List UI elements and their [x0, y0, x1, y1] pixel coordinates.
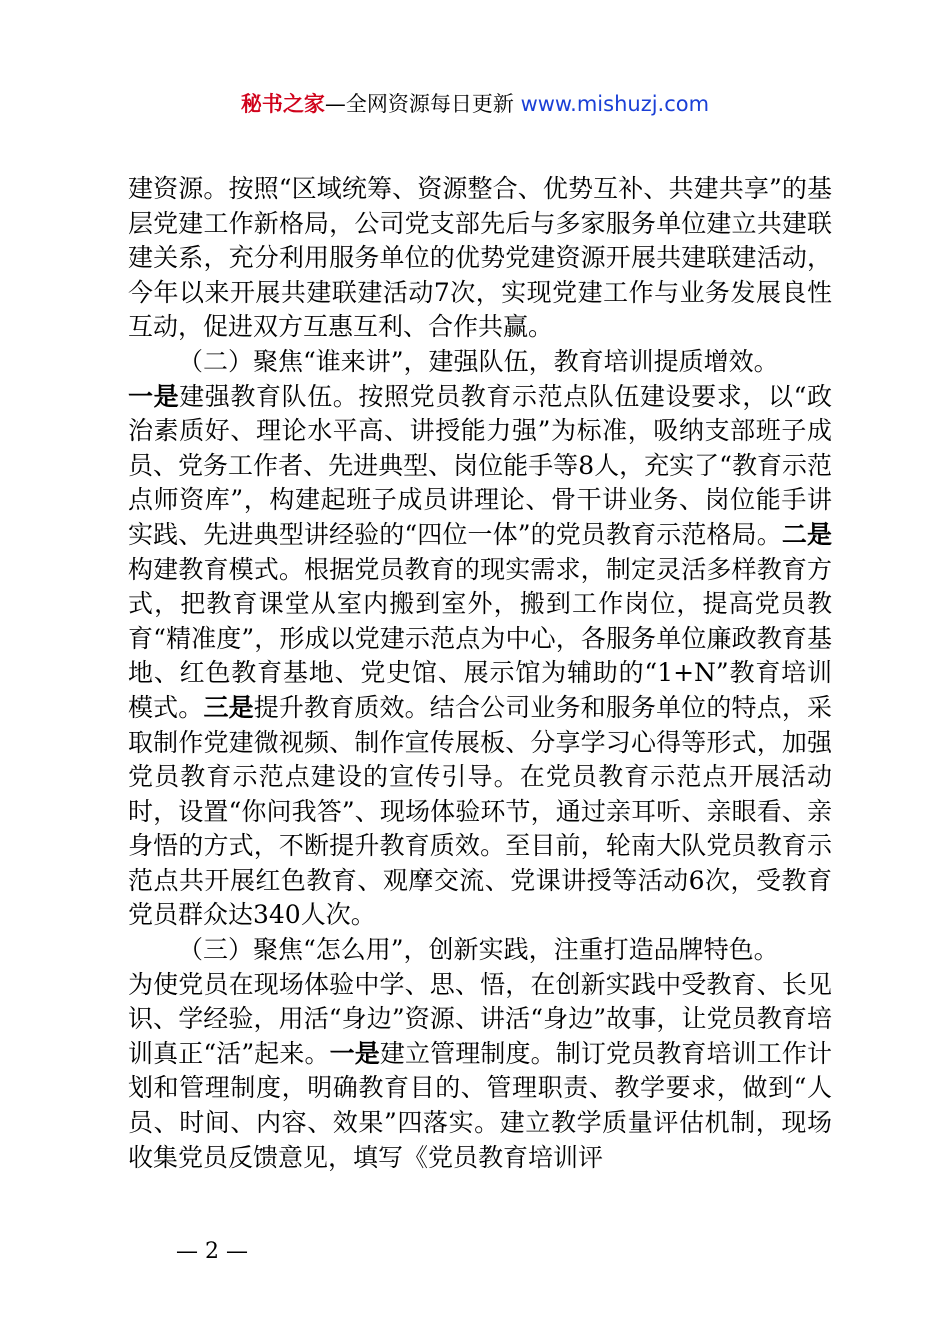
- section-three-heading: （三）聚焦“怎么用”，创新实践，注重打造品牌特色。: [178, 935, 779, 965]
- section-three-body: [128, 968, 832, 1176]
- paragraph-continuation: [128, 172, 832, 345]
- section-three-intro: 为使党员在现场体验中学、思、悟，在创新实践中受教育、长见识、学经验，用活“身边”资源、讲活“身边”故事，让党员教育培训真正“活”起来。: [128, 969, 832, 1068]
- paragraph-text: 建资源。按照“区域统筹、资源整合、优势互补、共建共享”的基层党建工作新格局，公司党支部先后与多家服务单位建立共建联建关系，充分利用服务单位的优势党建资源开展共建联建活动，今年以来开展共建联建活动7次，实现党建工作与业务发展良性互动，促进双方互惠互利、合作共赢。: [128, 174, 832, 342]
- point-one-text: 建强教育队伍。按照党员教育示范点队伍建设要求，以“政治素质好、理论水平高、讲授能力强”为标准，吸纳支部班子成员、党务工作者、先进典型、岗位能手等8人，充实了“教育示范点师资库”，构建起班子成员讲理论、骨干讲业务、岗位能手讲实践、先进典型讲经验的“四位一体”的党员教育示范格局。: [128, 381, 832, 549]
- document-body: [128, 172, 832, 1175]
- header-slogan: —全网资源每日更新: [324, 92, 521, 116]
- site-header: [0, 88, 950, 120]
- section-two-heading: （二）聚焦“谁来讲”，建强队伍，教育培训提质增效。: [178, 346, 779, 376]
- section-two-body: [128, 380, 832, 934]
- site-url-link[interactable]: www.mishuzj.com: [520, 92, 710, 116]
- point-two-label: 二是: [781, 519, 832, 549]
- section-three-point-one-text: 建立管理制度。制订党员教育培训工作计划和管理制度，明确教育目的、管理职责、教学要求，做到“人员、时间、内容、效果”四落实。建立教学质量评估机制，现场收集党员反馈意见，填写《党员教育培训评: [128, 1038, 832, 1172]
- page-number: — 2 —: [176, 1239, 248, 1264]
- point-one-label: 一是: [128, 381, 180, 411]
- point-three-text: 提升教育质效。结合公司业务和服务单位的特点，采取制作党建微视频、制作宣传展板、分享学习心得等形式，加强党员教育示范点建设的宣传引导。在党员教育示范点开展活动时，设置“你问我答”、现场体验环节，通过亲耳听、亲眼看、亲身悟的方式，不断提升教育质效。至目前，轮南大队党员教育示范点共开展红色教育、观摩交流、党课讲授等活动6次，受教育党员群众达340人次。: [128, 692, 832, 930]
- brand-name: 秘书之家: [240, 92, 325, 116]
- section-three-point-one-label: 一是: [329, 1038, 380, 1068]
- point-two-text: 构建教育模式。根据党员教育的现实需求，制定灵活多样教育方式，把教育课堂从室内搬到室外，搬到工作岗位，提高党员教育“精准度”，形成以党建示范点为中心，各服务单位廉政教育基地、红色教育基地、党史馆、展示馆为辅助的“1+N”教育培训模式。: [128, 554, 832, 722]
- point-three-label: 三是: [203, 692, 254, 722]
